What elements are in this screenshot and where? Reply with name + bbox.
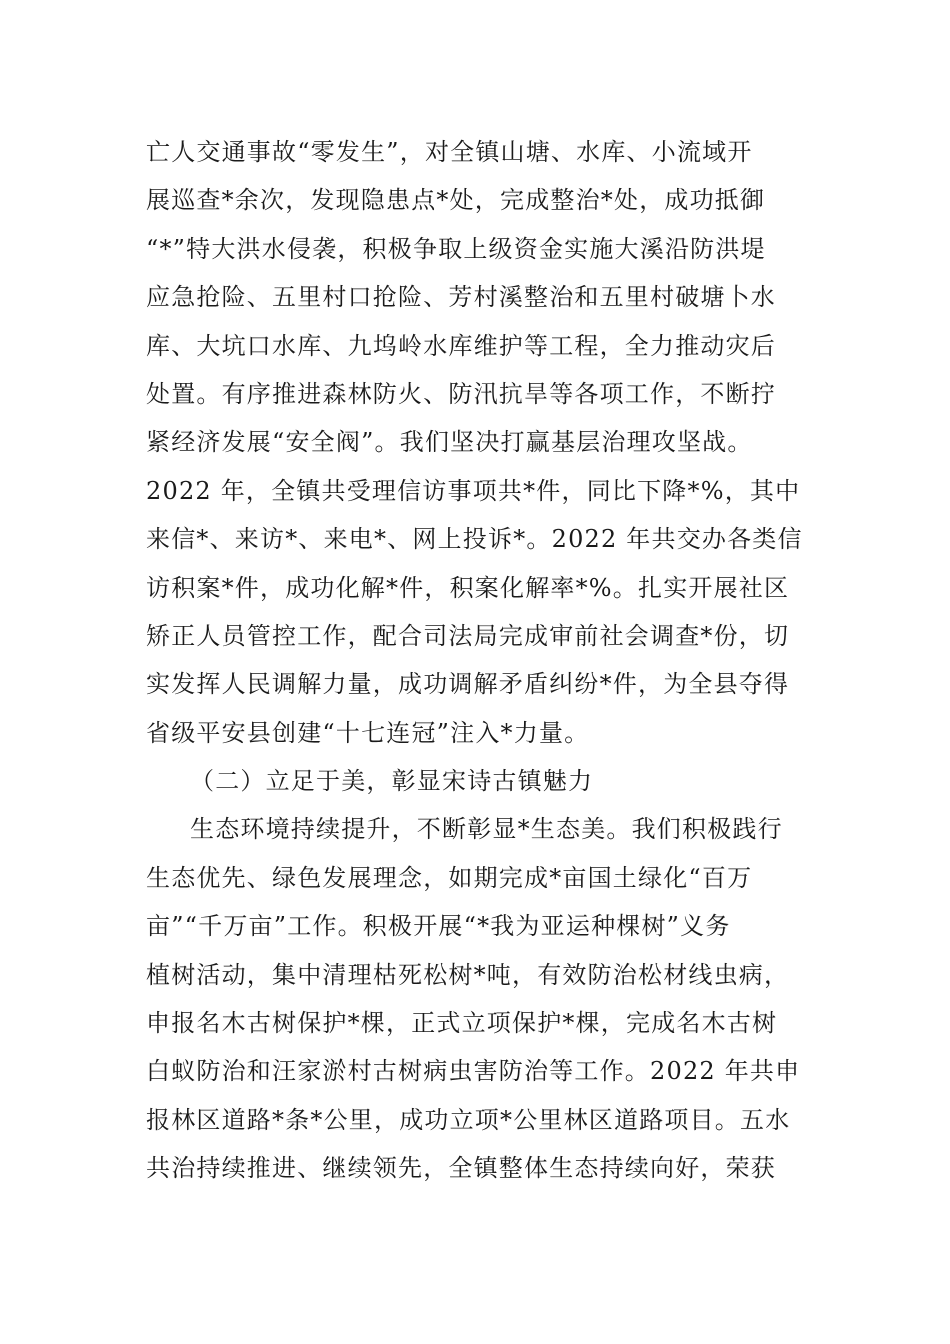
text-line: 共治持续推进、继续领先，全镇整体生态持续向好，荣获: [146, 1154, 776, 1183]
text-line: 来信*、来访*、来电*、网上投诉*。2022 年共交办各类信: [146, 525, 803, 554]
section-heading: （二）立足于美，彰显宋诗古镇魅力: [190, 767, 594, 796]
text-line: 矫正人员管控工作，配合司法局完成审前社会调查*份，切: [146, 621, 790, 650]
text-line: 展巡查*余次，发现隐患点*处，完成整治*处，成功抵御: [146, 186, 766, 215]
text-line: 生态优先、绿色发展理念，如期完成*亩国土绿化“百万: [146, 863, 753, 892]
text-line: 应急抢险、五里村口抢险、芳村溪整治和五里村破塘卜水: [146, 283, 776, 312]
text-line: 库、大坑口水库、九坞岭水库维护等工程，全力推动灾后: [146, 331, 776, 360]
text-line: 2022 年，全镇共受理信访事项共*件，同比下降*%，其中: [146, 476, 801, 505]
text-line: 亩”“千万亩”工作。积极开展“*我为亚运种棵树”义务: [146, 912, 731, 941]
text-line: “*”特大洪水侵袭，积极争取上级资金实施大溪沿防洪堤: [146, 234, 766, 263]
text-line: 访积案*件，成功化解*件，积案化解率*%。扎实开展社区: [146, 573, 790, 602]
body-text: [146, 128, 818, 1193]
text-line: 申报名木古树保护*棵，正式立项保护*棵，完成名木古树: [146, 1009, 778, 1038]
text-line: 处置。有序推进森林防火、防汛抗旱等各项工作，不断拧: [146, 379, 776, 408]
text-line: 紧经济发展“安全阀”。我们坚决打赢基层治理攻坚战。: [146, 428, 753, 457]
text-line: 白蚁防治和汪家淤村古树病虫害防治等工作。2022 年共申: [146, 1057, 801, 1086]
text-line: 亡人交通事故“零发生”，对全镇山塘、水库、小流域开: [146, 138, 753, 166]
text-line: 报林区道路*条*公里，成功立项*公里林区道路项目。五水: [146, 1105, 791, 1134]
text-line: 省级平安县创建“十七连冠”注入*力量。: [146, 718, 590, 747]
text-line: 生态环境持续提升，不断彰显*生态美。我们积极践行: [190, 815, 783, 844]
text-line: 植树活动，集中清理枯死松树*吨，有效防治松材线虫病，: [146, 960, 790, 989]
text-line: 实发挥人民调解力量，成功调解矛盾纠纷*件，为全县夺得: [146, 670, 790, 699]
